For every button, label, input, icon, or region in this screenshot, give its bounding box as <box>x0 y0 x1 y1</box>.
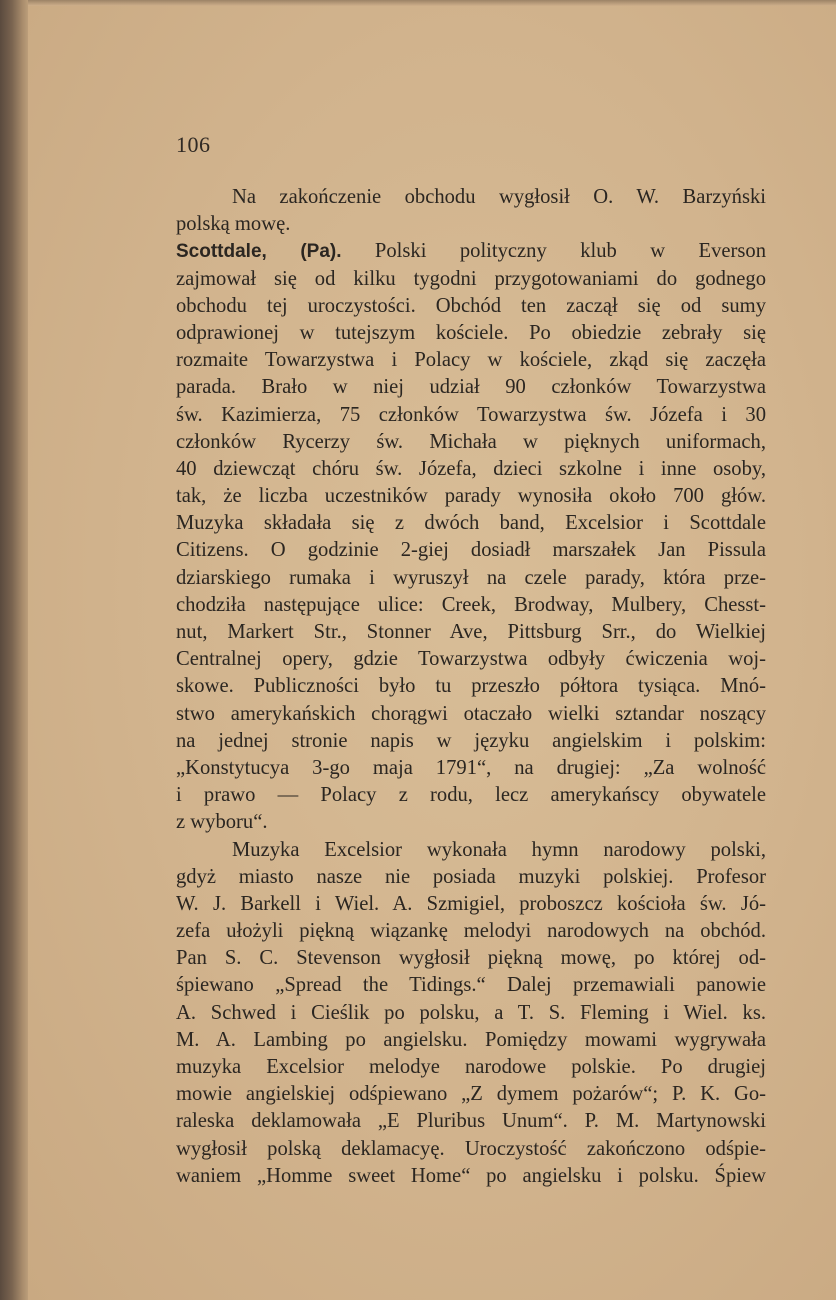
text-line <box>176 1054 766 1081</box>
text-line <box>176 809 766 836</box>
line-text: polską mowę. <box>176 213 291 236</box>
line-text: św. Kazimierza, 75 członków Towarzystwa św. Józefa i 30 <box>176 403 766 426</box>
text-line <box>176 238 766 265</box>
text-line <box>176 510 766 537</box>
text-line <box>176 755 766 782</box>
line-text: na jednej stronie napis w języku angielskim i polskim: <box>176 729 766 752</box>
line-text: A. Schwed i Cieślik po polsku, a T. S. Fleming i Wiel. ks. <box>176 1001 766 1024</box>
text-line <box>176 728 766 755</box>
text-line <box>176 1000 766 1027</box>
line-text: W. J. Barkell i Wiel. A. Szmigiel, proboszcz kościoła św. Jó- <box>176 892 766 915</box>
line-text: mowie angielskiej odśpiewano „Z dymem pożarów“; P. K. Go- <box>176 1083 766 1106</box>
text-line <box>176 537 766 564</box>
line-text: zajmował się od kilku tygodni przygotowaniami do godnego <box>176 267 766 290</box>
line-text: śpiewano „Spread the Tidings.“ Dalej przemawiali panowie <box>176 974 766 997</box>
line-text: rozmaite Towarzystwa i Polacy w kościele, zkąd się zaczęła <box>176 349 766 372</box>
text-line <box>176 891 766 918</box>
page-number: 106 <box>176 132 211 157</box>
text-line <box>176 782 766 809</box>
text-line <box>176 1108 766 1135</box>
line-text: waniem „Homme sweet Home“ po angielsku i polsku. Śpiew <box>176 1164 766 1187</box>
place-heading: Scottdale, (Pa). <box>176 241 342 263</box>
text-line <box>176 619 766 646</box>
line-text: i prawo — Polacy z rodu, lecz amerykańscy obywatele <box>176 784 766 807</box>
line-text: 40 dziewcząt chóru św. Józefa, dzieci szkolne i inne osoby, <box>176 457 766 480</box>
text-line <box>176 646 766 673</box>
text-line <box>176 701 766 728</box>
text-line <box>176 592 766 619</box>
text-line <box>176 320 766 347</box>
text-line <box>176 1163 766 1190</box>
text-line <box>176 673 766 700</box>
text-line <box>176 266 766 293</box>
line-text: raleska deklamowała „E Pluribus Unum“. P. M. Martynowski <box>176 1110 766 1133</box>
body-text <box>176 184 766 1190</box>
line-text: wygłosił polską deklamacyę. Uroczystość zakończono odśpie- <box>176 1137 766 1160</box>
line-text: Na zakończenie obchodu wygłosił O. W. Barzyński <box>232 186 766 208</box>
line-text: obchodu tej uroczystości. Obchód ten zaczął się od sumy <box>176 294 766 317</box>
text-line <box>176 1027 766 1054</box>
text-line <box>176 456 766 483</box>
line-text: „Konstytucya 3-go maja 1791“, na drugiej: „Za wolność <box>176 756 766 779</box>
text-line <box>176 293 766 320</box>
text-line <box>176 184 766 211</box>
text-line <box>176 402 766 429</box>
line-text: parada. Brało w niej udział 90 członków Towarzystwa <box>176 376 766 399</box>
text-line <box>176 1081 766 1108</box>
line-text: Centralnej opery, gdzie Towarzystwa odbyły ćwiczenia woj- <box>176 648 766 671</box>
line-text: z wyboru“. <box>176 811 268 834</box>
text-line <box>176 483 766 510</box>
book-spine <box>0 0 30 1300</box>
page-top-edge <box>28 0 836 6</box>
line-text: dziarskiego rumaka i wyruszył na czele parady, która prze- <box>176 566 766 589</box>
line-text: Muzyka Excelsior wykonała hymn narodowy polski, <box>232 838 766 861</box>
line-text: stwo amerykańskich chorągwi otaczało wielki sztandar noszący <box>176 702 766 725</box>
line-text: tak, że liczba uczestników parady wynosiła około 700 głów. <box>176 485 766 508</box>
line-text: odprawionej w tutejszym kościele. Po obiedzie zebrały się <box>176 321 766 344</box>
line-text: Muzyka składała się z dwóch band, Excelsior i Scottdale <box>176 512 766 535</box>
text-line <box>176 864 766 891</box>
line-text: chodziła następujące ulice: Creek, Brodway, Mulbery, Chesst- <box>176 593 766 616</box>
line-text: nut, Markert Str., Stonner Ave, Pittsburg Srr., do Wielkiej <box>176 621 766 643</box>
line-text: Polski polityczny klub w Everson <box>341 240 766 263</box>
text-line <box>176 1136 766 1163</box>
text-line <box>176 429 766 456</box>
line-text: członków Rycerzy św. Michała w pięknych uniformach, <box>176 430 766 453</box>
text-line <box>176 565 766 592</box>
line-text: zefa ułożyli piękną wiązankę melodyi narodowych na obchód. <box>176 920 766 943</box>
line-text: gdyż miasto nasze nie posiada muzyki polskiej. Profesor <box>176 865 766 888</box>
text-line <box>176 347 766 374</box>
text-line <box>176 374 766 401</box>
line-text: M. A. Lambing po angielsku. Pomiędzy mowami wygrywała <box>176 1028 766 1051</box>
line-text: Pan S. C. Stevenson wygłosił piękną mowę, po której od- <box>176 947 766 970</box>
text-line <box>176 972 766 999</box>
line-text: skowe. Publiczności było tu przeszło półtora tysiąca. Mnó- <box>176 675 766 698</box>
text-line <box>176 211 766 238</box>
line-text: muzyka Excelsior melodye narodowe polskie. Po drugiej <box>176 1056 766 1078</box>
text-line <box>176 918 766 945</box>
text-line <box>176 945 766 972</box>
line-text: Citizens. O godzinie 2-giej dosiadł marszałek Jan Pissula <box>176 539 766 562</box>
text-line <box>176 837 766 864</box>
